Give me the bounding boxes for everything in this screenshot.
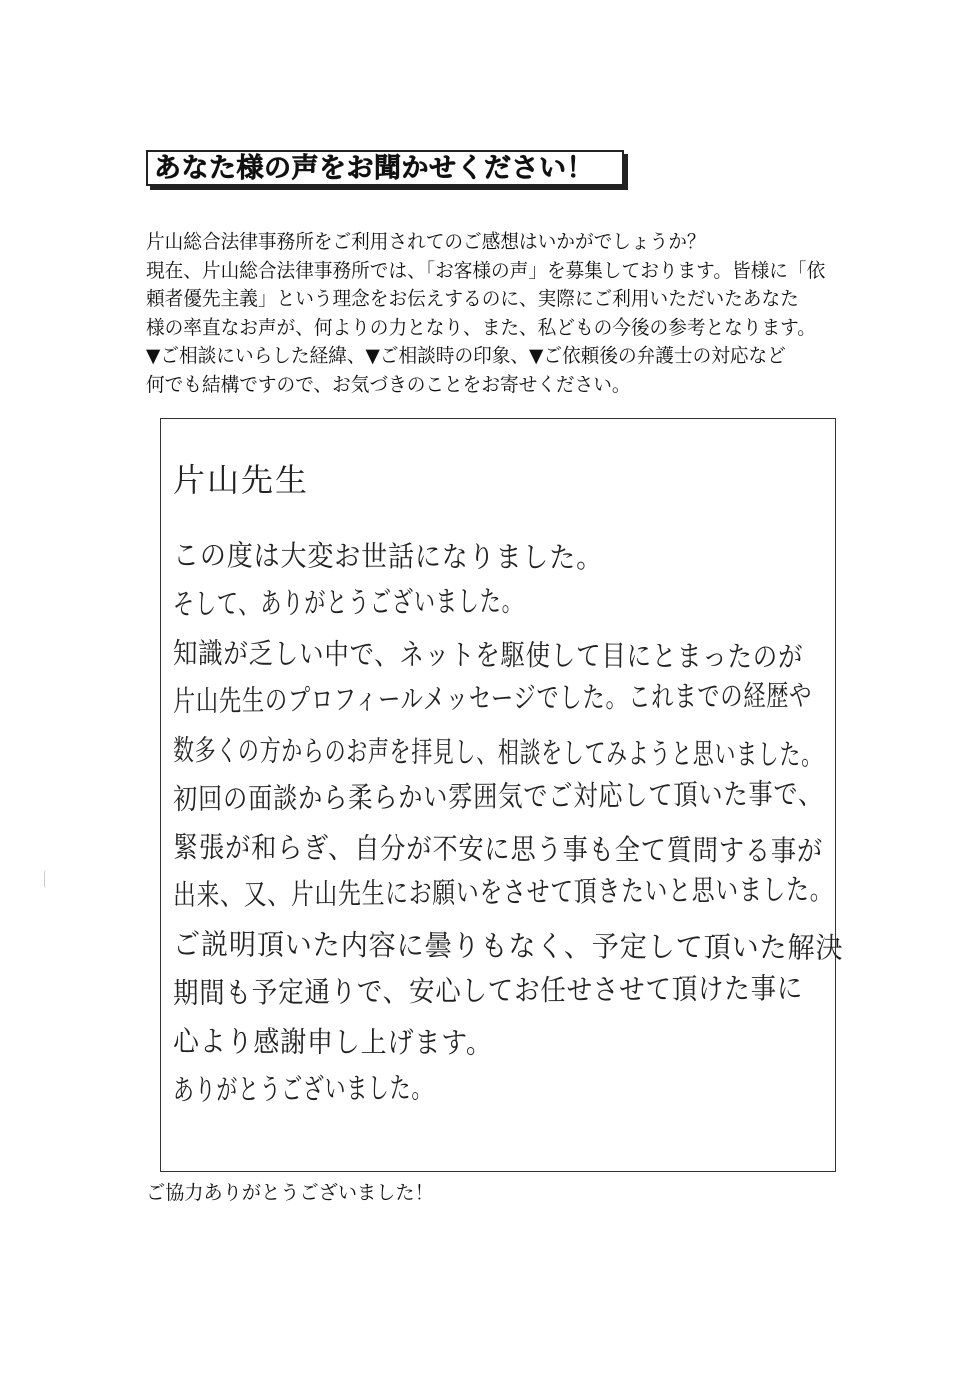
intro-line: 現在、片山総合法律事務所では、「お客様の声」を募集しております。皆様に「依 [146,258,826,282]
intro-line: 片山総合法律事務所をご利用されてのご感想はいかがでしょうか？ [146,230,706,253]
intro-line: 頼者優先主義」という理念をお伝えするのに、実際にご利用いただいたあなた [146,287,799,311]
letter-line: ありがとうございました。 [172,1070,434,1107]
letter-line: この度は大変お世話になりました。 [172,538,604,575]
letter-line: 数多くの方からのお声を拝見し、相談をしてみようと思いました。 [172,733,823,772]
letter-line: 初回の面談から柔らかい雰囲気でご対応して頂いた事で、 [172,776,824,816]
letter-line: ご説明頂いた内容に曇りもなく、予定して頂いた解決 [172,927,844,965]
closing-message: ご協力ありがとうございました！ [146,1181,434,1204]
handwritten-letter-box [160,418,844,1172]
letter-line: 期間も予定通りで、安心してお任せさせて頂けた事に [172,970,804,1010]
letter-line: 知識が乏しい中で、ネットを駆使して目にとまったのが [172,636,804,674]
intro-line: ▼ご相談にいらした経緯、▼ご相談時の印象、▼ご依頼後の弁護士の対応など [146,344,786,368]
intro-line: 様の率直なお声が、何よりの力となり、また、私どもの今後の参考となります。 [146,315,816,339]
intro-paragraph [146,228,866,400]
letter-line: 緊張が和らぎ、自分が不安に思う事も全て質問する事が [172,830,824,868]
title-banner [146,150,628,190]
page-title: あなた様の声をお聞かせください！ [154,153,594,184]
letter-line: 片山先生のプロフィールメッセージでした。これまでの経歴や [172,678,813,718]
letter-line: そして、ありがとうございました。 [172,583,524,621]
intro-line: 何でも結構ですので、お気づきのことをお寄せください。 [146,372,631,396]
title-banner-box [146,150,624,186]
letter-line: 心より感謝申し上げます。 [172,1024,493,1060]
scan-artifact [44,870,49,888]
letter-greeting: 片山先生 [173,461,310,499]
letter-line: 出来、又、片山先生にお願いをさせて頂きたいと思いました。 [172,872,834,912]
